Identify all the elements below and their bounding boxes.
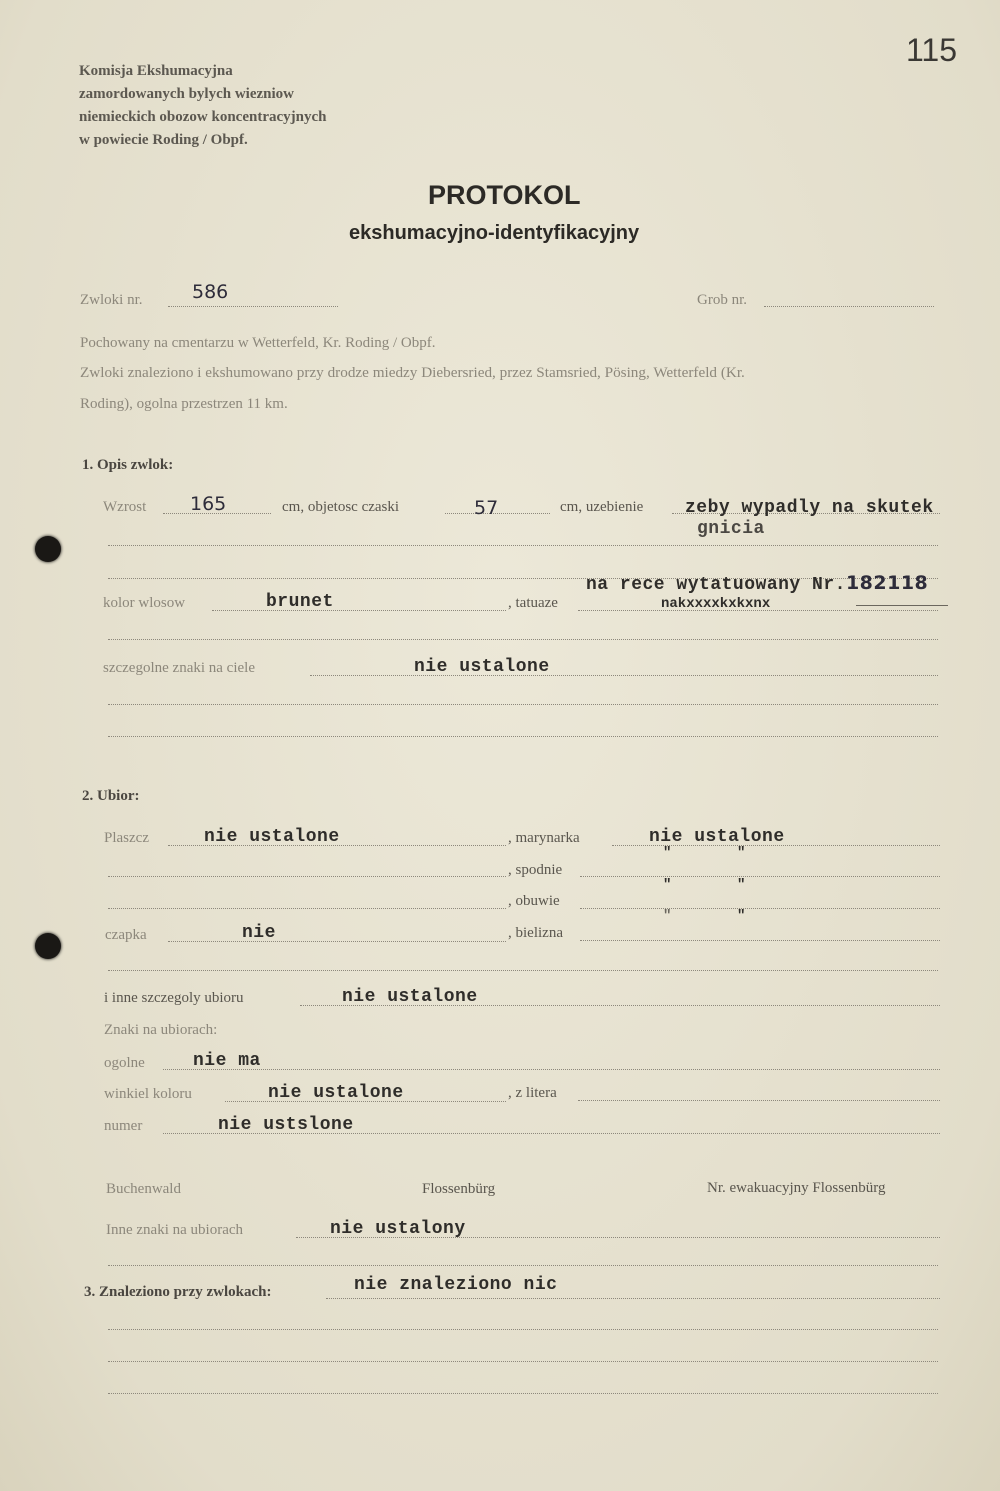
wzrost-label: Wzrost [103, 499, 147, 515]
header-line-3: niemieckich obozow koncentracyjnych [79, 109, 327, 125]
section-3-value: nie znaleziono nic [354, 1275, 558, 1295]
czapka-label: czapka [105, 927, 147, 943]
document-subtitle: ekshumacyjno-identyfikacyjny [349, 222, 640, 244]
litera-label: , z litera [508, 1085, 557, 1101]
inne-szczegoly-label [104, 990, 244, 1007]
inne-znaki-label: Inne znaki na ubiorach [106, 1222, 244, 1238]
marynarka-label: , marynarka [508, 830, 580, 846]
marynarka-value: nie ustalone [649, 827, 785, 847]
winkiel-value: nie ustalone [268, 1083, 404, 1103]
punch-hole-lower [35, 933, 61, 959]
obuwie-label: , obuwie [508, 893, 560, 909]
tatuaze-label: , tatuaze [508, 595, 558, 611]
header-line-4: w powiecie Roding / Obpf. [79, 132, 248, 148]
tatuaze-text: na rece wytatuowany Nr. [586, 575, 846, 595]
czaska-label: cm, objetosc czaski [282, 499, 400, 515]
spodnie-label: , spodnie [508, 862, 563, 878]
numer-value: nie ustslone [218, 1115, 354, 1135]
plaszcz-value: nie ustalone [204, 827, 340, 847]
winkiel-label: winkiel koloru [104, 1086, 192, 1102]
bielizna-label: , bielizna [508, 925, 563, 941]
numer-label: numer [104, 1118, 143, 1134]
spodnie-ditto-1: " [663, 845, 672, 861]
ewakuacyjny-label: Nr. ewakuacyjny Flossenbürg [707, 1180, 886, 1196]
commission-header [79, 60, 326, 152]
section-2-heading: 2. Ubior: [82, 788, 140, 804]
kolor-value: brunet [266, 592, 334, 612]
grob-label: Grob nr. [697, 292, 747, 308]
znaki-label: szczegolne znaki na ciele [103, 660, 255, 676]
header-line-1: Komisja Ekshumacyjna [79, 63, 233, 79]
section-3-heading: 3. Znaleziono przy zwlokach: [84, 1284, 272, 1300]
zwloki-value: 586 [192, 281, 229, 303]
znaki-value: nie ustalone [414, 657, 550, 677]
czaska-value: 57 [474, 497, 499, 519]
punch-hole-upper [35, 536, 61, 562]
uzebienie-label: cm, uzebienie [560, 499, 644, 515]
found-text-line-1: Zwloki znaleziono i ekshumowano przy drodze miedzy Diebersried, przez Stamsried, Pösing, Wetterfeld (Kr. [80, 364, 745, 381]
plaszcz-label: Plaszcz [104, 830, 149, 846]
page-number: 115 [906, 32, 958, 68]
obuwie-ditto-1: " [663, 877, 672, 893]
section-1-heading: 1. Opis zwlok: [82, 457, 174, 473]
inne-szczegoly-text: i inne szczegoly ubioru [104, 990, 244, 1006]
bielizna-ditto-1: " [663, 908, 672, 924]
obuwie-ditto-2: " [737, 877, 746, 893]
inne-znaki-value: nie ustalony [330, 1219, 466, 1239]
uzebienie-value: zeby wypadly na skutek [685, 498, 934, 518]
inne-szczegoly-value: nie ustalone [342, 987, 478, 1007]
tatuaze-struck-out: nakxxxxkxkxnx [661, 596, 771, 612]
wzrost-value: 165 [190, 493, 227, 515]
kolor-label: kolor wlosow [103, 595, 186, 611]
ogolne-value: nie ma [193, 1051, 261, 1071]
document-title: PROTOKOL [428, 180, 581, 210]
ogolne-label: ogolne [104, 1055, 145, 1071]
bielizna-ditto-2: " [737, 908, 746, 924]
tatuaze-value [586, 572, 928, 595]
czapka-value: nie [242, 923, 276, 943]
burial-text: Pochowany na cmentarzu w Wetterfeld, Kr. Roding / Obpf. [80, 335, 436, 351]
header-line-2: zamordowanych bylych wiezniow [79, 86, 294, 102]
buchenwald-label: Buchenwald [106, 1181, 181, 1197]
zwloki-label: Zwloki nr. [80, 292, 143, 308]
tatuaze-number: 182118 [845, 572, 929, 594]
spodnie-ditto-2: " [737, 845, 746, 861]
found-text-line-2: Roding), ogolna przestrzen 11 km. [80, 396, 288, 412]
uzebienie-value-continued: gnicia [697, 519, 765, 539]
znaki-ubiorach-label: Znaki na ubiorach: [104, 1022, 218, 1038]
flossenburg-label: Flossenbürg [422, 1181, 496, 1197]
